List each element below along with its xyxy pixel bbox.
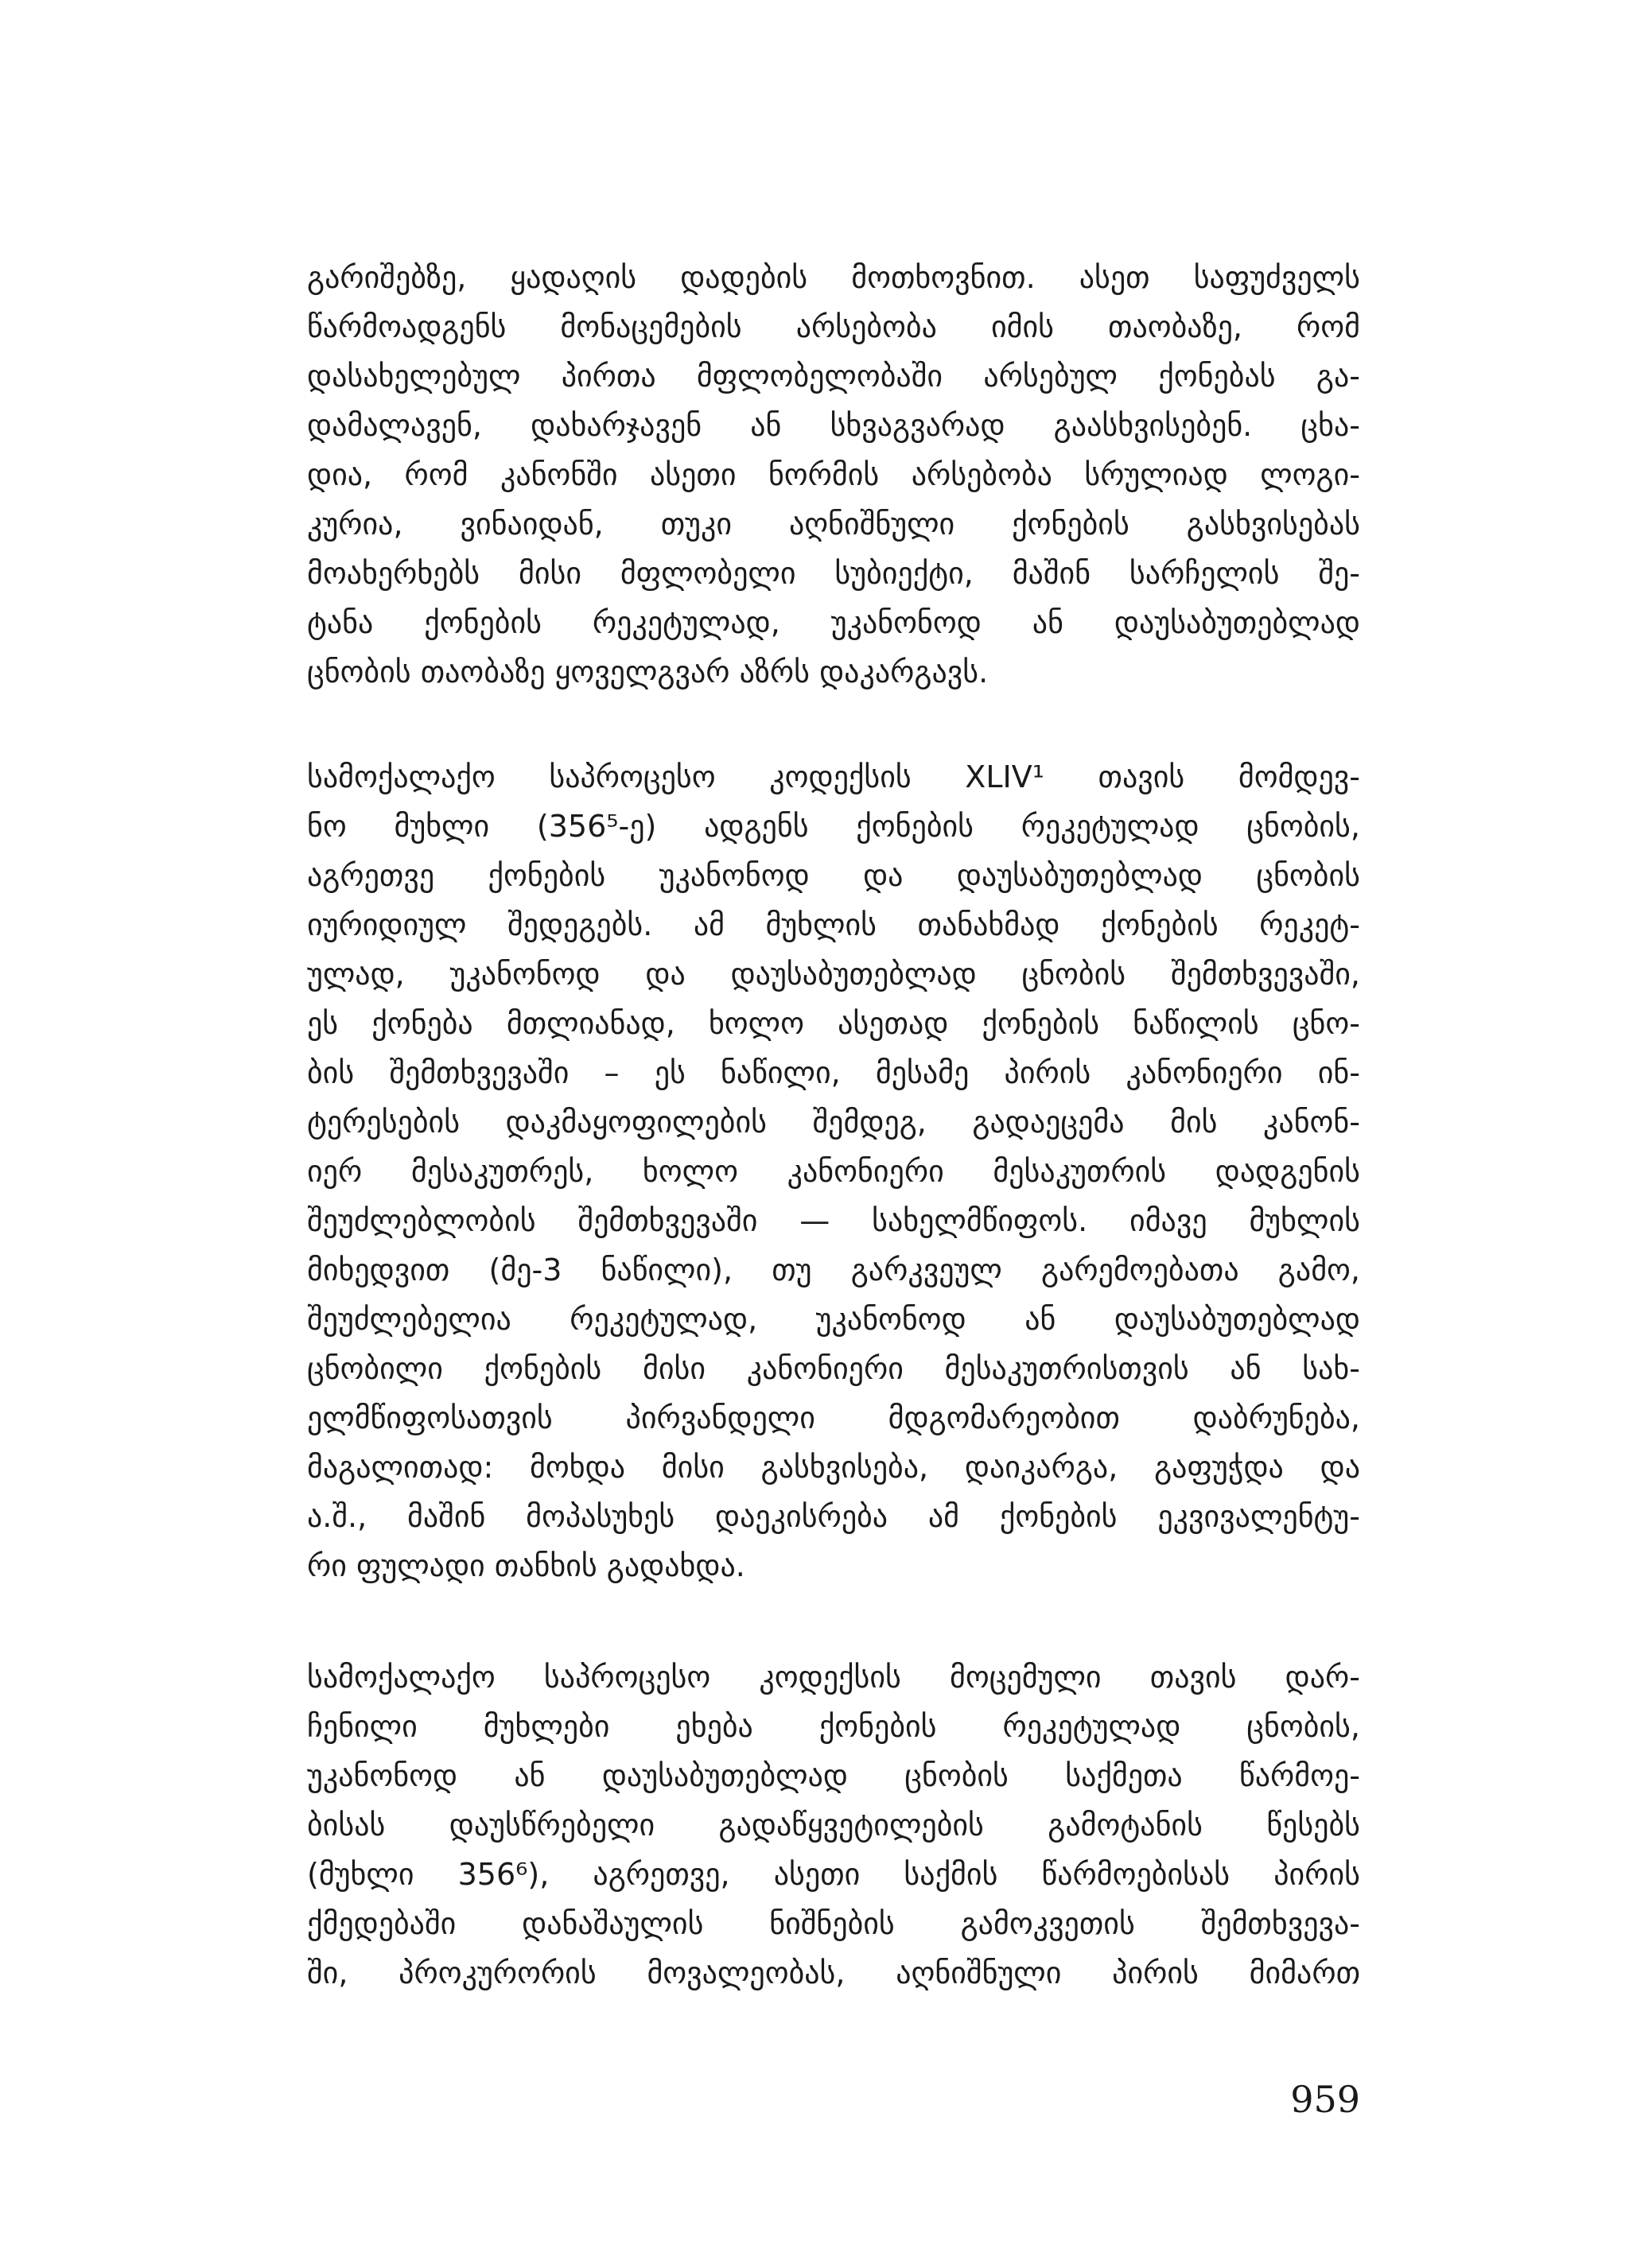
paragraph-line: ბისას დაუსწრებელი გადაწყვეტილების გამოტანის წესებს xyxy=(307,1808,1360,1843)
paragraph-line: დია, რომ კანონში ასეთი ნორმის არსებობა სრულიად ლოგი- xyxy=(307,457,1360,492)
paragraph-line: ულად, უკანონოდ და დაუსაბუთებლად ცნობის შემთხვევაში, xyxy=(307,957,1360,992)
paragraph-line: გარიშებზე, ყადაღის დადების მოთხოვნით. ასეთ საფუძველს xyxy=(307,260,1360,295)
paragraph-line: შეუძლებლობის შემთხვევაში — სახელმწიფოს. იმავე მუხლის xyxy=(307,1203,1360,1238)
paragraph-line: დასახელებულ პირთა მფლობელობაში არსებულ ქონებას გა- xyxy=(307,359,1360,394)
paragraph-line: ნო მუხლი (356⁵-ე) ადგენს ქონების რეკეტულად ცნობის, xyxy=(307,809,1360,844)
paragraph-line: სამოქალაქო საპროცესო კოდექსის XLIV¹ თავის მომდევ- xyxy=(307,759,1360,794)
paragraph-2 xyxy=(307,752,1360,1590)
paragraph-line: დამალავენ, დახარჯავენ ან სხვაგვარად გაასხვისებენ. ცხა- xyxy=(307,408,1360,443)
paragraph-line: ა.შ., მაშინ მოპასუხეს დაეკისრება ამ ქონების ეკვივალენტუ- xyxy=(307,1499,1360,1534)
paragraph-line: შეუძლებელია რეკეტულად, უკანონოდ ან დაუსაბუთებლად xyxy=(307,1302,1360,1337)
paragraph-line: ცნობილი ქონების მისი კანონიერი მესაკუთრისთვის ან სახ- xyxy=(307,1351,1360,1386)
paragraph-line: მაგალითად: მოხდა მისი გასხვისება, დაიკარგა, გაფუჭდა და xyxy=(307,1450,1360,1485)
paragraph-line: ბის შემთხვევაში – ეს ნაწილი, მესამე პირის კანონიერი ინ- xyxy=(307,1055,1360,1090)
paragraph-line: სამოქალაქო საპროცესო კოდექსის მოცემული თავის დარ- xyxy=(307,1660,1360,1695)
paragraph-line: ში, პროკურორის მოვალეობას, აღნიშნული პირის მიმართ xyxy=(307,1955,1360,1990)
paragraph-line: მიხედვით (მე-3 ნაწილი), თუ გარკვეულ გარემოებათა გამო, xyxy=(307,1252,1360,1287)
page-number: 959 xyxy=(1290,2078,1360,2121)
paragraph-line: ელმწიფოსათვის პირვანდელი მდგომარეობით დაბრუნება, xyxy=(307,1400,1360,1435)
paragraph-line: წარმოადგენს მონაცემების არსებობა იმის თაობაზე, რომ xyxy=(307,309,1360,344)
paragraph-line: იურიდიულ შედეგებს. ამ მუხლის თანახმად ქონების რეკეტ- xyxy=(307,907,1360,942)
paragraph-line: უკანონოდ ან დაუსაბუთებლად ცნობის საქმეთა წარმოე- xyxy=(307,1758,1360,1793)
paragraph-line: ტერესების დაკმაყოფილების შემდეგ, გადაეცემა მის კანონ- xyxy=(307,1105,1360,1140)
paragraph-line: ქმედებაში დანაშაულის ნიშნების გამოკვეთის შემთხვევა- xyxy=(307,1906,1360,1941)
paragraph-line: (მუხლი 356⁶), აგრეთვე, ასეთი საქმის წარმოებისას პირის xyxy=(307,1857,1360,1892)
paragraph-line: ცნობის თაობაზე ყოველგვარ აზრს დაკარგავს. xyxy=(307,654,989,689)
paragraph-line: ჩენილი მუხლები ეხება ქონების რეკეტულად ცნობის, xyxy=(307,1709,1360,1744)
paragraph-3 xyxy=(307,1652,1360,1998)
paragraph-line: მოახერხებს მისი მფლობელი სუბიექტი, მაშინ სარჩელის შე- xyxy=(307,556,1360,591)
paragraph-1 xyxy=(307,253,1360,697)
paragraph-line: აგრეთვე ქონების უკანონოდ და დაუსაბუთებლად ცნობის xyxy=(307,858,1360,893)
paragraph-line: ეს ქონება მთლიანად, ხოლო ასეთად ქონების ნაწილის ცნო- xyxy=(307,1006,1360,1041)
paragraph-line: იერ მესაკუთრეს, ხოლო კანონიერი მესაკუთრის დადგენის xyxy=(307,1154,1360,1189)
paragraph-line: რი ფულადი თანხის გადახდა. xyxy=(307,1548,745,1583)
paragraph-line: ტანა ქონების რეკეტულად, უკანონოდ ან დაუსაბუთებლად xyxy=(307,605,1360,640)
paragraph-line: კურია, ვინაიდან, თუკი აღნიშნული ქონების გასხვისებას xyxy=(307,507,1360,542)
